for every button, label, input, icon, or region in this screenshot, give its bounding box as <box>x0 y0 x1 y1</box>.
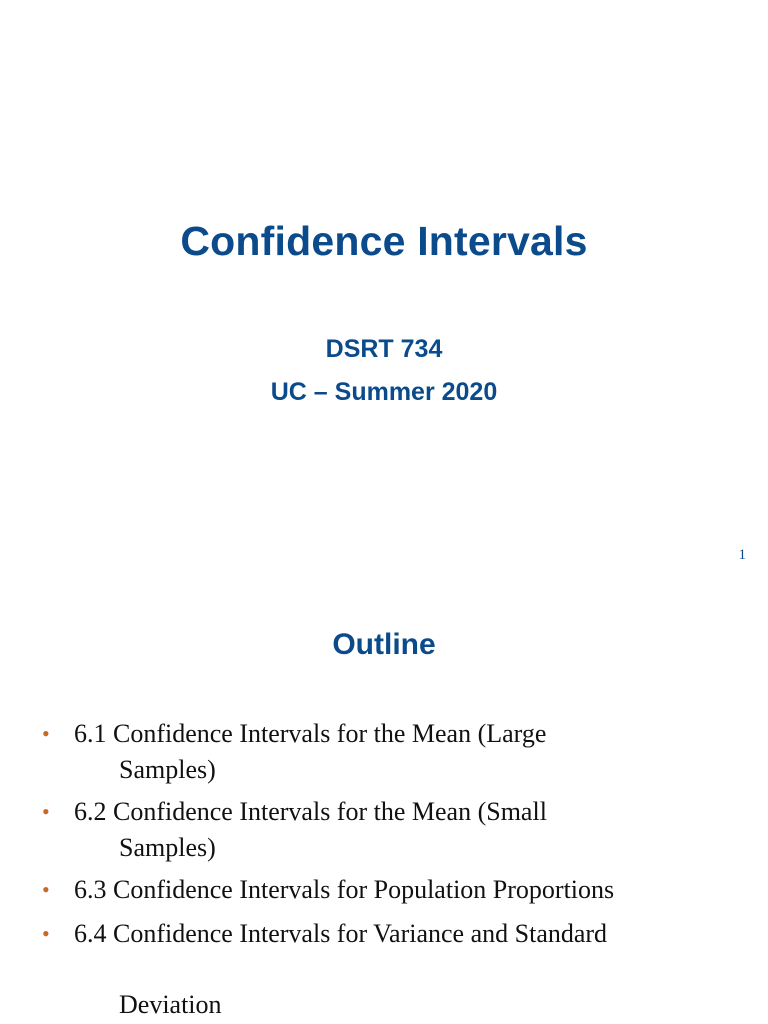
course-code: DSRT 734 <box>325 335 443 363</box>
bullet-icon: • <box>42 877 50 902</box>
outline-list <box>0 580 768 1024</box>
list-item-text: 6.2 Confidence Intervals for the Mean (Small <box>74 797 547 826</box>
list-item-text: 6.3 Confidence Intervals for Population Proportions <box>74 875 615 904</box>
list-item <box>42 794 722 866</box>
list-item <box>42 916 722 1023</box>
list-item-text: 6.1 Confidence Intervals for the Mean (Large <box>74 719 547 748</box>
slide-title: Confidence Intervals <box>180 218 588 264</box>
outline-slide <box>0 580 768 1024</box>
bullet-icon: • <box>42 921 50 946</box>
list-item-text: 6.4 Confidence Intervals for Variance and Standard <box>74 919 608 948</box>
page-number: 1 <box>738 547 746 563</box>
list-item <box>42 716 722 788</box>
list-item-continuation: Samples) <box>119 833 216 862</box>
outline-title: Outline <box>332 628 436 661</box>
course-term: UC – Summer 2020 <box>270 378 498 406</box>
bullet-icon: • <box>42 721 50 746</box>
list-item <box>42 872 722 908</box>
list-item-continuation: Deviation <box>119 990 222 1019</box>
bullet-icon: • <box>42 799 50 824</box>
list-item-continuation: Samples) <box>119 755 216 784</box>
